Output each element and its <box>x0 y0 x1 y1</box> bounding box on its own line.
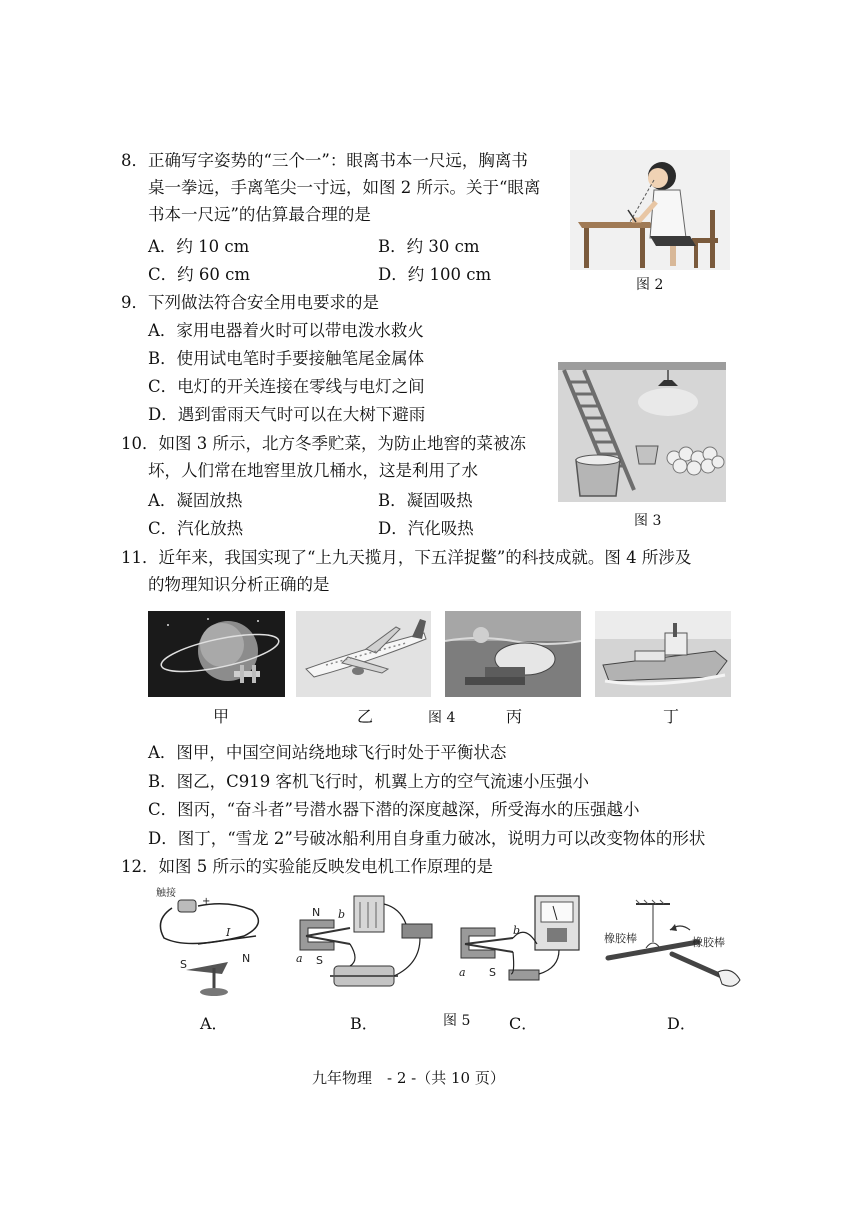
q10-stem-line2: 坏，人们常在地窖里放几桶水，这是利用了水 <box>148 461 478 480</box>
figure-5-label-d: D． <box>667 1014 696 1033</box>
fig5d-rod2-label: 橡胶棒 <box>692 936 725 949</box>
q11-option-d: D．图丁，“雪龙 2”号破冰船利用自身重力破冰，说明力可以改变物体的形状 <box>148 829 706 848</box>
q8-stem-line1: 8．正确写字姿势的“三个一”：眼离书本一尺远，胸离书 <box>121 151 528 170</box>
fig5a-current-label: I <box>226 926 231 939</box>
photo-space-station <box>148 611 285 697</box>
photo-label-bing: 丙 <box>506 707 523 726</box>
q10-stem-line1: 10．如图 3 所示，北方冬季贮菜，为防止地窖的菜被冻 <box>121 434 526 453</box>
q11-option-c: C．图丙，“奋斗者”号潜水器下潜的深度越深，所受海水的压强越小 <box>148 800 640 819</box>
q8-option-d: D．约 100 cm <box>378 265 492 284</box>
q8-option-b: B．约 30 cm <box>378 237 480 256</box>
q10-option-b: B．凝固吸热 <box>378 491 473 510</box>
fig5c-a-label: a <box>459 966 466 979</box>
figure-2-writing-posture <box>570 150 730 270</box>
figure-5-label-a: A． <box>200 1014 228 1033</box>
q8-option-a: A．约 10 cm <box>148 237 250 256</box>
photo-c919-airliner <box>296 611 431 697</box>
page-footer: 九年物理 - 2 -（共 10 页） <box>312 1069 505 1087</box>
figure-5c-generator-experiment <box>455 884 585 1000</box>
fig5a-plus-label: + <box>202 896 211 907</box>
q9-option-a: A．家用电器着火时可以带电泼水救火 <box>148 321 424 340</box>
figure-5a-oersted-experiment <box>148 884 270 1000</box>
q12-stem: 12．如图 5 所示的实验能反映发电机工作原理的是 <box>121 857 493 876</box>
q11-option-a: A．图甲，中国空间站绕地球飞行时处于平衡状态 <box>148 743 507 762</box>
fig5b-a-label: a <box>296 952 303 965</box>
fig5d-rod1-label: 橡胶棒 <box>604 932 637 945</box>
photo-label-jia: 甲 <box>213 707 230 726</box>
q9-stem: 9．下列做法符合安全用电要求的是 <box>121 293 379 312</box>
figure-3-caption: 图 3 <box>634 513 662 529</box>
photo-xuelong2-icebreaker <box>595 611 731 697</box>
figure-5d-rubber-rods <box>600 896 750 996</box>
q9-option-b: B．使用试电笔时手要接触笔尾金属体 <box>148 349 425 368</box>
figure-5b-motor-experiment <box>290 884 440 1000</box>
fig5a-s-label: S <box>180 958 187 971</box>
fig5b-n-label: N <box>312 906 321 919</box>
figure-5-label-c: C． <box>509 1014 538 1033</box>
q8-stem-line2: 桌一拳远，手离笔尖一寸远，如图 2 所示。关于“眼离 <box>148 178 541 197</box>
photo-label-ding: 丁 <box>663 707 680 726</box>
fig5b-b-label: b <box>338 908 346 921</box>
q8-stem-line3: 书本一尺远”的估算最合理的是 <box>148 205 371 224</box>
q10-option-a: A．凝固放热 <box>148 491 243 510</box>
q10-option-d: D．汽化吸热 <box>378 519 474 538</box>
figure-4-caption: 图 4 <box>428 710 456 726</box>
fig5a-n-label: N <box>242 952 251 965</box>
fig5c-b-label: b <box>513 924 521 937</box>
q10-option-c: C．汽化放热 <box>148 519 244 538</box>
figure-5-caption: 图 5 <box>443 1013 471 1029</box>
q11-option-b: B．图乙，C919 客机飞行时，机翼上方的空气流速小压强小 <box>148 772 589 791</box>
photo-fendouzhe-submersible <box>445 611 581 697</box>
photo-label-yi: 乙 <box>357 707 374 726</box>
fig5c-s-label: S <box>489 966 496 979</box>
figure-3-cellar <box>558 362 726 502</box>
q9-option-c: C．电灯的开关连接在零线与电灯之间 <box>148 377 425 396</box>
figure-5-label-b: B． <box>350 1014 378 1033</box>
q11-stem-line1: 11．近年来，我国实现了“上九天揽月，下五洋捉鳖”的科技成就。图 4 所涉及 <box>121 548 692 567</box>
q9-option-d: D．遇到雷雨天气时可以在大树下避雨 <box>148 405 426 424</box>
q8-option-c: C．约 60 cm <box>148 265 250 284</box>
q11-stem-line2: 的物理知识分析正确的是 <box>148 575 330 594</box>
fig5a-touch-label: 触接 <box>156 888 176 899</box>
fig5b-s-label: S <box>316 954 323 967</box>
figure-2-caption: 图 2 <box>636 277 664 293</box>
